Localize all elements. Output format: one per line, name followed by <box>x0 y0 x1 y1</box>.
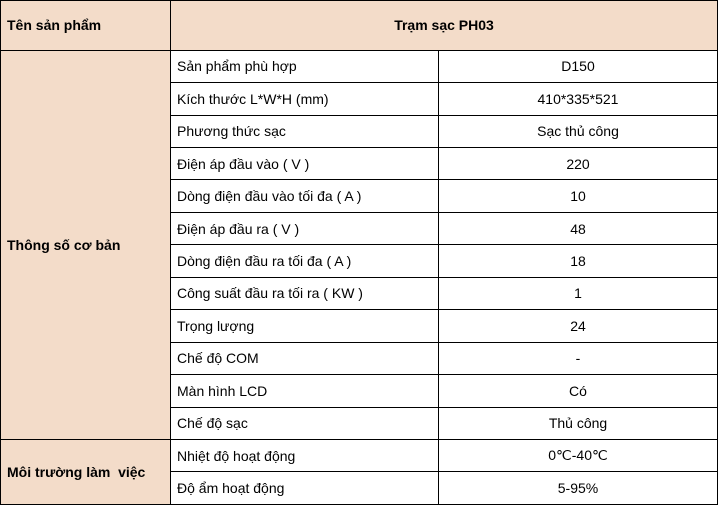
group-title-working-environment: Môi trường làm việc <box>1 439 171 504</box>
group-title-basic-specs: Thông số cơ bản <box>1 50 171 439</box>
row-value: D150 <box>439 50 718 82</box>
row-value: - <box>439 342 718 374</box>
row-label: Nhiệt độ hoạt động <box>171 439 439 471</box>
row-value: 48 <box>439 212 718 244</box>
row-value: 5-95% <box>439 472 718 505</box>
row-label: Điện áp đầu vào ( V ) <box>171 148 439 180</box>
row-label: Dòng điện đầu vào tối đa ( A ) <box>171 180 439 212</box>
row-value: 18 <box>439 245 718 277</box>
row-label: Độ ẩm hoạt động <box>171 472 439 505</box>
row-label: Điện áp đầu ra ( V ) <box>171 212 439 244</box>
row-label: Chế độ COM <box>171 342 439 374</box>
row-value: 220 <box>439 148 718 180</box>
table-row <box>1 50 718 82</box>
row-value: Có <box>439 375 718 407</box>
row-value: 10 <box>439 180 718 212</box>
row-label: Công suất đầu ra tối ra ( KW ) <box>171 277 439 309</box>
row-value: 24 <box>439 310 718 342</box>
row-label: Dòng điện đầu ra tối đa ( A ) <box>171 245 439 277</box>
row-label: Trọng lượng <box>171 310 439 342</box>
row-value: Sạc thủ công <box>439 115 718 147</box>
row-value: Thủ công <box>439 407 718 439</box>
row-value: 0℃-40℃ <box>439 439 718 471</box>
row-label: Sản phẩm phù hợp <box>171 50 439 82</box>
table-row <box>1 439 718 471</box>
row-label: Chế độ sạc <box>171 407 439 439</box>
header-name-label: Tên sản phẩm <box>1 1 171 51</box>
row-value: 1 <box>439 277 718 309</box>
row-label: Phương thức sạc <box>171 115 439 147</box>
header-product-name: Trạm sạc PH03 <box>171 1 718 51</box>
row-value: 410*335*521 <box>439 83 718 115</box>
row-label: Kích thước L*W*H (mm) <box>171 83 439 115</box>
row-label: Màn hình LCD <box>171 375 439 407</box>
